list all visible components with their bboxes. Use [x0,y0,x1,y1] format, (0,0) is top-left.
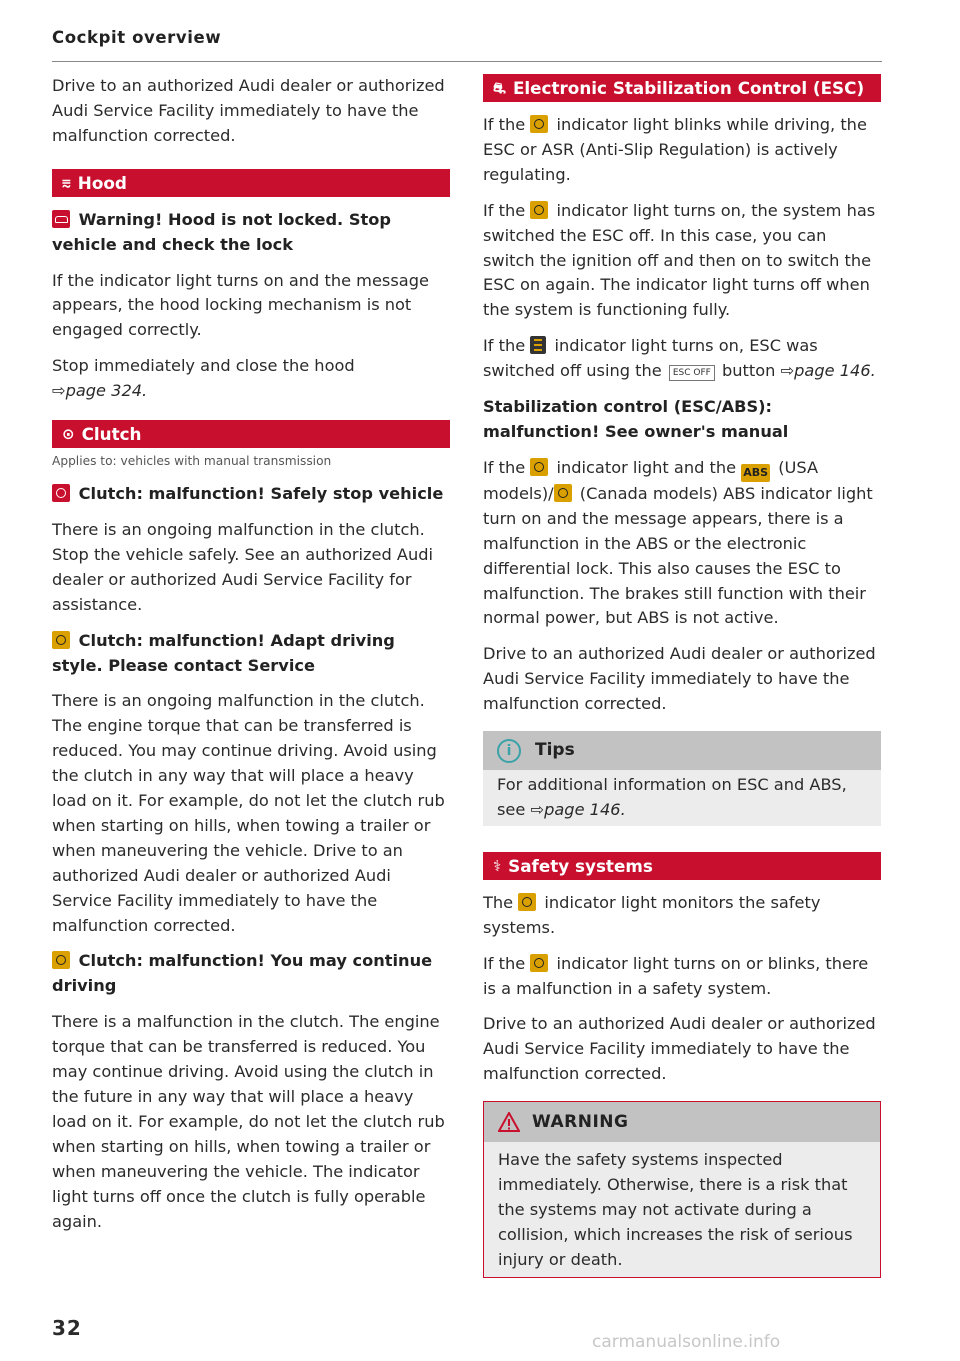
esc-off-indicator-icon [530,336,546,354]
clutch-amber-indicator-icon [52,951,70,969]
warning-box [483,1101,881,1278]
esc-indicator-icon [530,201,548,219]
left-column [52,74,450,1245]
page-header [52,26,882,62]
hood-indicator-icon [52,210,70,228]
clutch-heading-1: Clutch: malfunction! Safely stop vehicle [52,482,450,507]
hood-warning-heading: Warning! Hood is not locked. Stop vehicle and check the lock [52,209,391,254]
tips-body: For additional information on ESC and ABS, see ⇨page 146. [497,775,847,819]
tips-page-link[interactable]: ⇨page 146. [530,799,626,819]
airbag-indicator-icon [530,954,548,972]
right-column [483,74,881,1278]
esc-indicator-icon [530,458,548,476]
esc-page-link[interactable]: ⇨page 146. [780,361,876,381]
esc-paragraph-5: Drive to an authorized Audi dealer or authorized Audi Service Facility immediately to have the malfunction corrected. [483,644,876,714]
clutch-icon: ⊙ [62,425,75,444]
safety-paragraph-1: The indicator light monitors the safety systems. [483,892,821,937]
hood-paragraph-1: If the indicator light turns on and the message appears, the hood locking mechanism is not engaged correctly. [52,270,429,340]
esc-title: Electronic Stabilization Control (ESC) [512,78,865,98]
esc-paragraph-3: If the indicator light turns on, ESC was switched off using the ESC OFF button ⇨page 146. [483,336,876,381]
esc-section-header [483,74,881,102]
airbag-indicator-icon [518,893,536,911]
info-icon: i [497,739,521,763]
hood-icon: ⩳ [62,173,71,192]
hood-section-header [52,169,450,197]
watermark: carmanualsonline.info [592,1332,781,1352]
header-divider [52,61,882,62]
safety-title: Safety systems [508,855,653,876]
clutch-heading-3: Clutch: malfunction! You may continue driving [52,951,433,996]
safety-paragraph-3: Drive to an authorized Audi dealer or authorized Audi Service Facility immediately to have the malfunction corrected. [483,1014,876,1084]
page-number: 32 [52,1316,82,1340]
tips-box [483,731,881,826]
clutch-paragraph-3: There is a malfunction in the clutch. The engine torque that can be transferred is reduced. You may continue driving. Avoid using the clutch in the future in any way that will place a heavy load on it. For example, do not let the clutch rub when starting on hills, when towing a trailer or when maneuvering the vehicle. The indicator light turns off once the clutch is fully operable again. [52,1012,445,1231]
abs-canada-indicator-icon [554,484,572,502]
airbag-icon: ⚕ [493,856,502,875]
abs-indicator-icon: ABS [741,464,770,482]
clutch-amber-indicator-icon [52,631,70,649]
hood-title: Hood [77,172,127,193]
esc-paragraph-2: If the indicator light turns on, the system has switched the ESC off. In this case, you can switch the ignition off and then on to switch the ESC on again. The indicator light turns off when the system is functioning fully. [483,200,876,320]
clutch-paragraph-2: There is an ongoing malfunction in the clutch. The engine torque that can be transferred is reduced. You may continue driving. Avoid using the clutch in any way that will place a heavy load on it. For example, do not let the clutch rub when starting on hills, when towing a trailer or when maneuvering the vehicle. Drive to an authorized Audi dealer or authorized Audi Service Facility immediately to have the malfunction corrected. [52,691,445,935]
warning-body: Have the safety systems inspected immediately. Otherwise, there is a risk that the systems may not activate during a collision, which increases the risk of serious injury or death. [498,1150,853,1269]
tips-header [483,731,881,770]
section-title: Cockpit overview [52,28,222,47]
esc-paragraph-1: If the indicator light blinks while driving, the ESC or ASR (Anti-Slip Regulation) is actively regulating. [483,115,867,184]
hood-paragraph-2: Stop immediately and close the hood ⇨page 324. [52,356,355,401]
warning-title: WARNING [532,1111,629,1132]
clutch-paragraph-1: There is an ongoing malfunction in the clutch. Stop the vehicle safely. See an authorized Audi dealer or authorized Audi Service Facility for assistance. [52,519,434,614]
safety-section-header [483,852,881,880]
clutch-heading-2: Clutch: malfunction! Adapt driving style. Please contact Service [52,630,395,675]
clutch-applies-note: Applies to: vehicles with manual transmission [52,454,332,469]
tips-title: Tips [535,740,575,761]
warning-triangle-icon [498,1112,520,1132]
esc-paragraph-4: If the indicator light and the ABS (USA models)/ (Canada models) ABS indicator light turn on and the message appears, there is a malfunction in the ABS or the electronic differential lock. This also causes the ESC to malfunction. The brakes still function with their normal power, but ABS is not active. [483,457,873,628]
hood-page-link[interactable]: ⇨page 324. [52,381,148,401]
clutch-section-header [52,420,450,448]
warning-header [484,1102,880,1142]
safety-paragraph-2: If the indicator light turns on or blinks, there is a malfunction in a safety system. [483,953,869,998]
esc-off-button-icon: ESC OFF [669,365,715,381]
esc-indicator-icon [530,115,548,133]
esc-abs-malfunction-heading: Stabilization control (ESC/ABS): malfunction! See owner's manual [483,397,789,441]
intro-paragraph: Drive to an authorized Audi dealer or authorized Audi Service Facility immediately to have the malfunction corrected. [52,76,445,145]
clutch-red-indicator-icon [52,484,70,502]
esc-icon: ⛐ [493,79,506,97]
clutch-title: Clutch [81,424,142,445]
